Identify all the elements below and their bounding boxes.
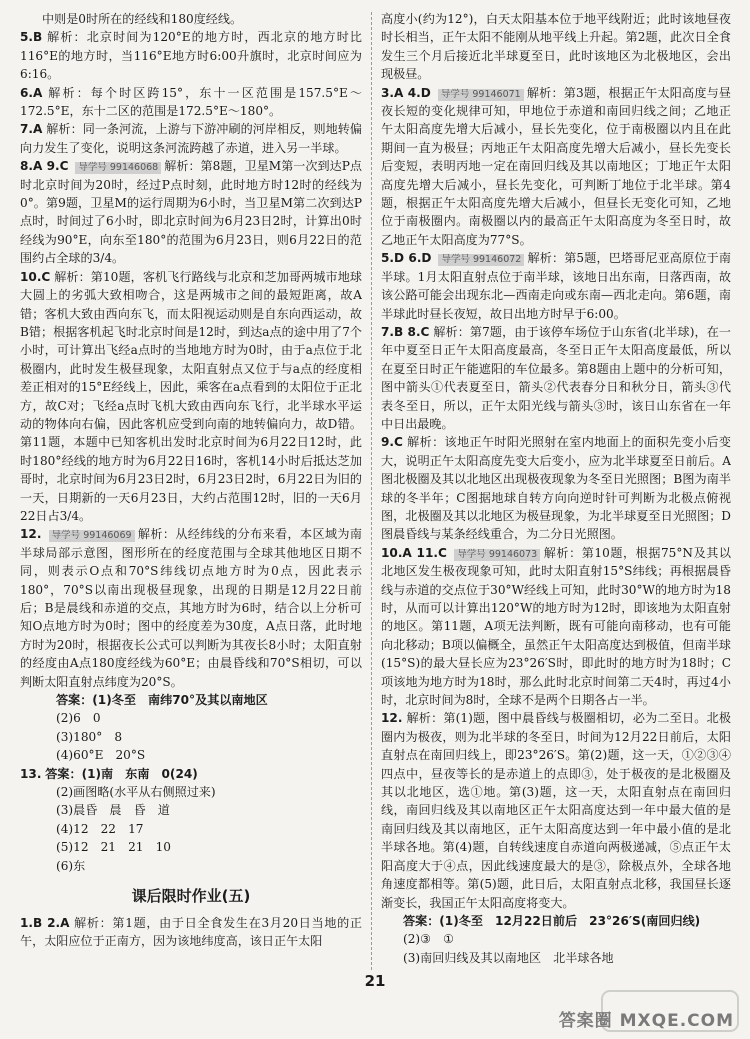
- item-text: 解析：第8题，卫星M第一次到达P点时北京时间为20时，经过P点时刻，此时地方时12时的经线为0°。第9题，卫星M的运行周期为6小时，当卫星M第二次到达P点时，时间过了6小时，即北京时间为6月23日2时，计算出0时经线为90°E，向东至180°的范围为6月23日，则6月22日的范围约占全球的3/4。: [20, 159, 362, 266]
- item-number: 12.: [381, 711, 403, 726]
- answer-item: [381, 949, 731, 967]
- item-number: 3.A 4.D: [381, 85, 431, 100]
- item-text: 中则是0时所在的经线和180度经线。: [42, 12, 243, 26]
- answer-item: [381, 10, 731, 84]
- item-number: 5.B: [20, 30, 43, 45]
- answer-item: [381, 433, 731, 543]
- answer-item: [20, 765, 362, 783]
- answer-item: [20, 838, 362, 856]
- item-text: 解析：第7题，由于该停车场位于山东省(北半球)，在一年中夏至日正午太阳高度最高，冬至日正午太阳高度最低，所以在夏至日时正午能遮阳的车位最多。第8题由上题中的分析可知，图中箭头①代表夏至日，箭头②代表春分日和秋分日，箭头③代表冬至日，所以，正午太阳光线与箭头③时，该日山东省在一年中日出最晚。: [381, 324, 731, 431]
- answer-item: [381, 249, 731, 323]
- item-number: 6.A: [20, 85, 43, 100]
- item-text: 解析：第1题，由于日全食发生在3月20日当地的正午，太阳应位于正南方，因为该地纬度高，该日正午太阳: [20, 915, 362, 948]
- item-number: 9.C: [381, 435, 403, 450]
- answer-item: [20, 691, 362, 709]
- item-number: 8.A 9.C: [20, 159, 69, 174]
- item-text: 解析：第10题，客机飞行路线与北京和芝加哥两城市地球大圆上的劣弧大致相吻合，这是两城市之间的最短距离，故A错；客机大致由西向东飞，而太阳视运动则是自东向西运动，故B错；根据客机起飞时北京时间是12时，到达a点的途中用了7个小时，可计算出飞经a点时的当地地方时为0时，由于a点位于北极圈内，此时发生极昼现象，太阳直射点又位于与a点的经度相差正相对的15°E经线上，因此，乘客在a点看到的太阳位于正北方，故C对；飞经a点时飞机大致由西向东飞行，北半球水平运动的物体向右偏，因此客机应受到向南的地转偏向力，故D错。第11题，本题中已知客机出发时北京时间为6月22日12时，此时180°经线的地方时为6月22日16时，客机14小时后抵达芝加哥时，北京时间为6月23日2时，6月23日2时，6月22日为旧的一天，日期新的一天6月23日，大约占范围12时，旧的一天6月22日占3/4。: [20, 269, 362, 523]
- answer-item: [20, 820, 362, 838]
- answer-item: [381, 930, 731, 948]
- item-text: (2)6 0: [56, 711, 101, 726]
- item-number: 1.B 2.A: [20, 915, 70, 930]
- answer-item: [381, 912, 731, 930]
- guide-code-tag: 导学号 99146073: [454, 549, 540, 561]
- guide-code-tag: 导学号 99146071: [438, 89, 524, 101]
- answer-item: [381, 84, 731, 250]
- item-number: 7.B 8.C: [381, 324, 430, 339]
- right-column: [381, 10, 731, 967]
- item-text: (4)12 22 17: [56, 821, 144, 836]
- item-text: (3)晨昏 晨 昏 道: [56, 803, 170, 818]
- section-title: 课后限时作业(五): [131, 887, 251, 906]
- item-text: 解析：该地正午时阳光照射在室内地面上的面积先变小后变大，说明正午太阳高度先变大后变小，应为北半球夏至日前后。A图北极圈及其以北地区出现极夜现象为冬至日光照图；B图为南半球的冬半年；C图据地球自转方向向逆时针可判断为北极点俯视图，北极圈及其以北地区为极昼现象，为北半球夏至日光照图；D图晨昏线与某条经线重合，为二分日光照图。: [381, 435, 731, 542]
- item-text: 解析：从经纬线的分布来看，本区域为南半球局部示意图，图形所在的经度范围与全球其他地区日期不同，则表示O点和70°S纬线切点地方时为0点，因此表示180°，70°S以南出现极昼现象，出现的日期是12月22日前后；B是晨线和赤道的交点，其地方时为6时，结合以上分析可知O点地方时为0时；图中的经度差为30度，A点日落，此时地方时为20时，根据夜长公式可以判断为其夜长8小时；太阳直射的经度由A点180度经线为60°E；由晨昏线和70°S相切，可以判断太阳直射点纬度为20°S。: [20, 527, 362, 689]
- item-text: 答案：(1)冬至 12月22日前后 23°26′S(南回归线): [403, 913, 701, 928]
- left-column: [20, 10, 362, 950]
- item-text: (3)180° 8: [56, 729, 123, 744]
- answer-item: [20, 914, 362, 951]
- item-text: (4)60°E 20°S: [56, 748, 146, 763]
- item-text: 解析：同一条河流，上游与下游冲刷的河岸相反，则地转偏向力发生了变化，说明这条河流跨越了赤道，进入另一半球。: [20, 122, 362, 155]
- item-number: 10.C: [20, 269, 51, 284]
- answer-item: [20, 728, 362, 746]
- item-text: (3)南回归线及其以南地区 北半球各地: [403, 950, 614, 965]
- item-text: 答案：(1)南 东南 0(24): [45, 766, 198, 781]
- item-text: (6)东: [56, 858, 86, 873]
- item-text: 解析：第3题，根据正午太阳高度与昼夜长短的变化规律可知，甲地位于赤道和南回归线之间；乙地正午太阳高度先增大后减小，昼长先变化，位于南极圈以内且在此期间一直为极昼；丙地正午太阳高度先增大后减小，昼长先变长后变短，表明丙地一定在南回归线及其以南地区；丁地正午太阳高度先增大后减小，昼长先变化，可判断丁地位于北半球。第4题，根据正午太阳高度先增大后减小，但昼长无变化可知，乙地位于南极圈内。南极圈以内的最高正午太阳高度为冬至日时，故乙地正午太阳高度为77°S。: [381, 85, 731, 247]
- answer-item: [20, 84, 362, 121]
- answer-item: [20, 801, 362, 819]
- answer-item: [20, 28, 362, 83]
- guide-code-tag: 导学号 99146069: [49, 530, 135, 542]
- item-text: 高度小(约为12°)，白天太阳基本位于地平线附近；此时该地昼夜时长相当，正午太阳不能刚从地平线上升起。第2题，此次日全食发生三个月后接近北半球夏至日，此时该地区为北极地区，会出现极昼。: [381, 12, 731, 82]
- watermark-text: 答案圈 MXQE.COM: [558, 1011, 734, 1031]
- item-text: 解析：北京时间为120°E的地方时，西北京的地方时比116°E的地方时，当116°E地方时6:00升旗时，北京时间应为6:16。: [20, 30, 362, 82]
- answer-item: [20, 857, 362, 875]
- item-text: (2)③ ①: [403, 932, 454, 947]
- item-text: 解析：第10题，根据75°N及其以北地区发生极夜现象可知，此时太阳直射15°S纬线；再根据晨昏线与赤道的交点位于30°W经线上可知，此时30°W的地方时为18时，从而可以计算出120°W的地方时为12时，即该地为太阳直射的地区。第11题，A项无法判断，既有可能向南移动，也有可能向北移动；B项以偏概全，虽然正午太阳高度达到极值，但南半球(15°S)的最大昼长应为23°26′S时，即此时的地方时为18时；C项该地为地方时为18时，那么此时北京时间第二天4时，再过4小时，北京时间为8时，全球不是两个日期各占一半。: [381, 545, 731, 708]
- item-number: 12.: [20, 527, 42, 542]
- answer-item: [20, 268, 362, 526]
- guide-code-tag: 导学号 99146072: [438, 254, 524, 266]
- item-text: 答案：(1)冬至 南纬70°及其以南地区: [56, 693, 268, 708]
- answer-item: [20, 746, 362, 764]
- answer-item: [381, 544, 731, 710]
- item-number: 13.: [20, 766, 42, 781]
- item-number: 7.A: [20, 122, 43, 137]
- answer-item: [20, 525, 362, 691]
- item-text: (2)画图略(水平从右侧照过来): [56, 785, 216, 800]
- answer-item: [20, 157, 362, 267]
- answer-item: [381, 709, 731, 911]
- item-text: (5)12 21 21 10: [56, 840, 171, 855]
- answer-item: [20, 783, 362, 801]
- item-number: 10.A 11.C: [381, 545, 447, 560]
- guide-code-tag: 导学号 99146068: [75, 162, 161, 174]
- answer-item: [20, 10, 362, 28]
- item-text: 解析：每个时区跨15°，东十一区范围是157.5°E～172.5°E，东十二区的范围是172.5°E～180°。: [20, 85, 362, 119]
- answer-item: [20, 709, 362, 727]
- item-number: 5.D 6.D: [381, 251, 432, 266]
- column-divider: [371, 12, 372, 970]
- page-number: 21: [364, 972, 386, 990]
- item-text: 解析：第(1)题，图中晨昏线与极圈相切，必为二至日。北极圈内为极夜，则为北半球的冬至日，时间为12月22日前后，太阳直射点在南回归线上，即23°26′S。第(2)题，这一天，①②③④四点中，昼夜等长的是赤道上的点即③，处于极夜的是北极圈及其以北地区，选①地。第(3)题，这一天，太阳直射点在南回归线，南回归线及其以南地区正午太阳高度达到一年中最大值的是南回归线及其以南地区，正午太阳高度达到一年中最小值的是北半球各地。第(4)题，自转线速度自赤道向两极递减，⑤点正午太阳高度大于④点，因此线速度最大的是③，除极点外，全球各地角速度都相等。第(5)题，此日后，太阳直射点北移，我国昼长逐渐变长，我国正午太阳高度将变大。: [381, 711, 731, 910]
- item-text: 解析：第5题，巴塔哥尼亚高原位于南半球。1月太阳直射点位于南半球，该地日出东南，日落西南，故该公路可能会出现东北—西南走向或东南—西北走向。第6题，南半球此时昼长夜短，故日出地方时早于6:00。: [381, 251, 731, 321]
- answer-item: [381, 323, 731, 433]
- answer-item: [20, 120, 362, 157]
